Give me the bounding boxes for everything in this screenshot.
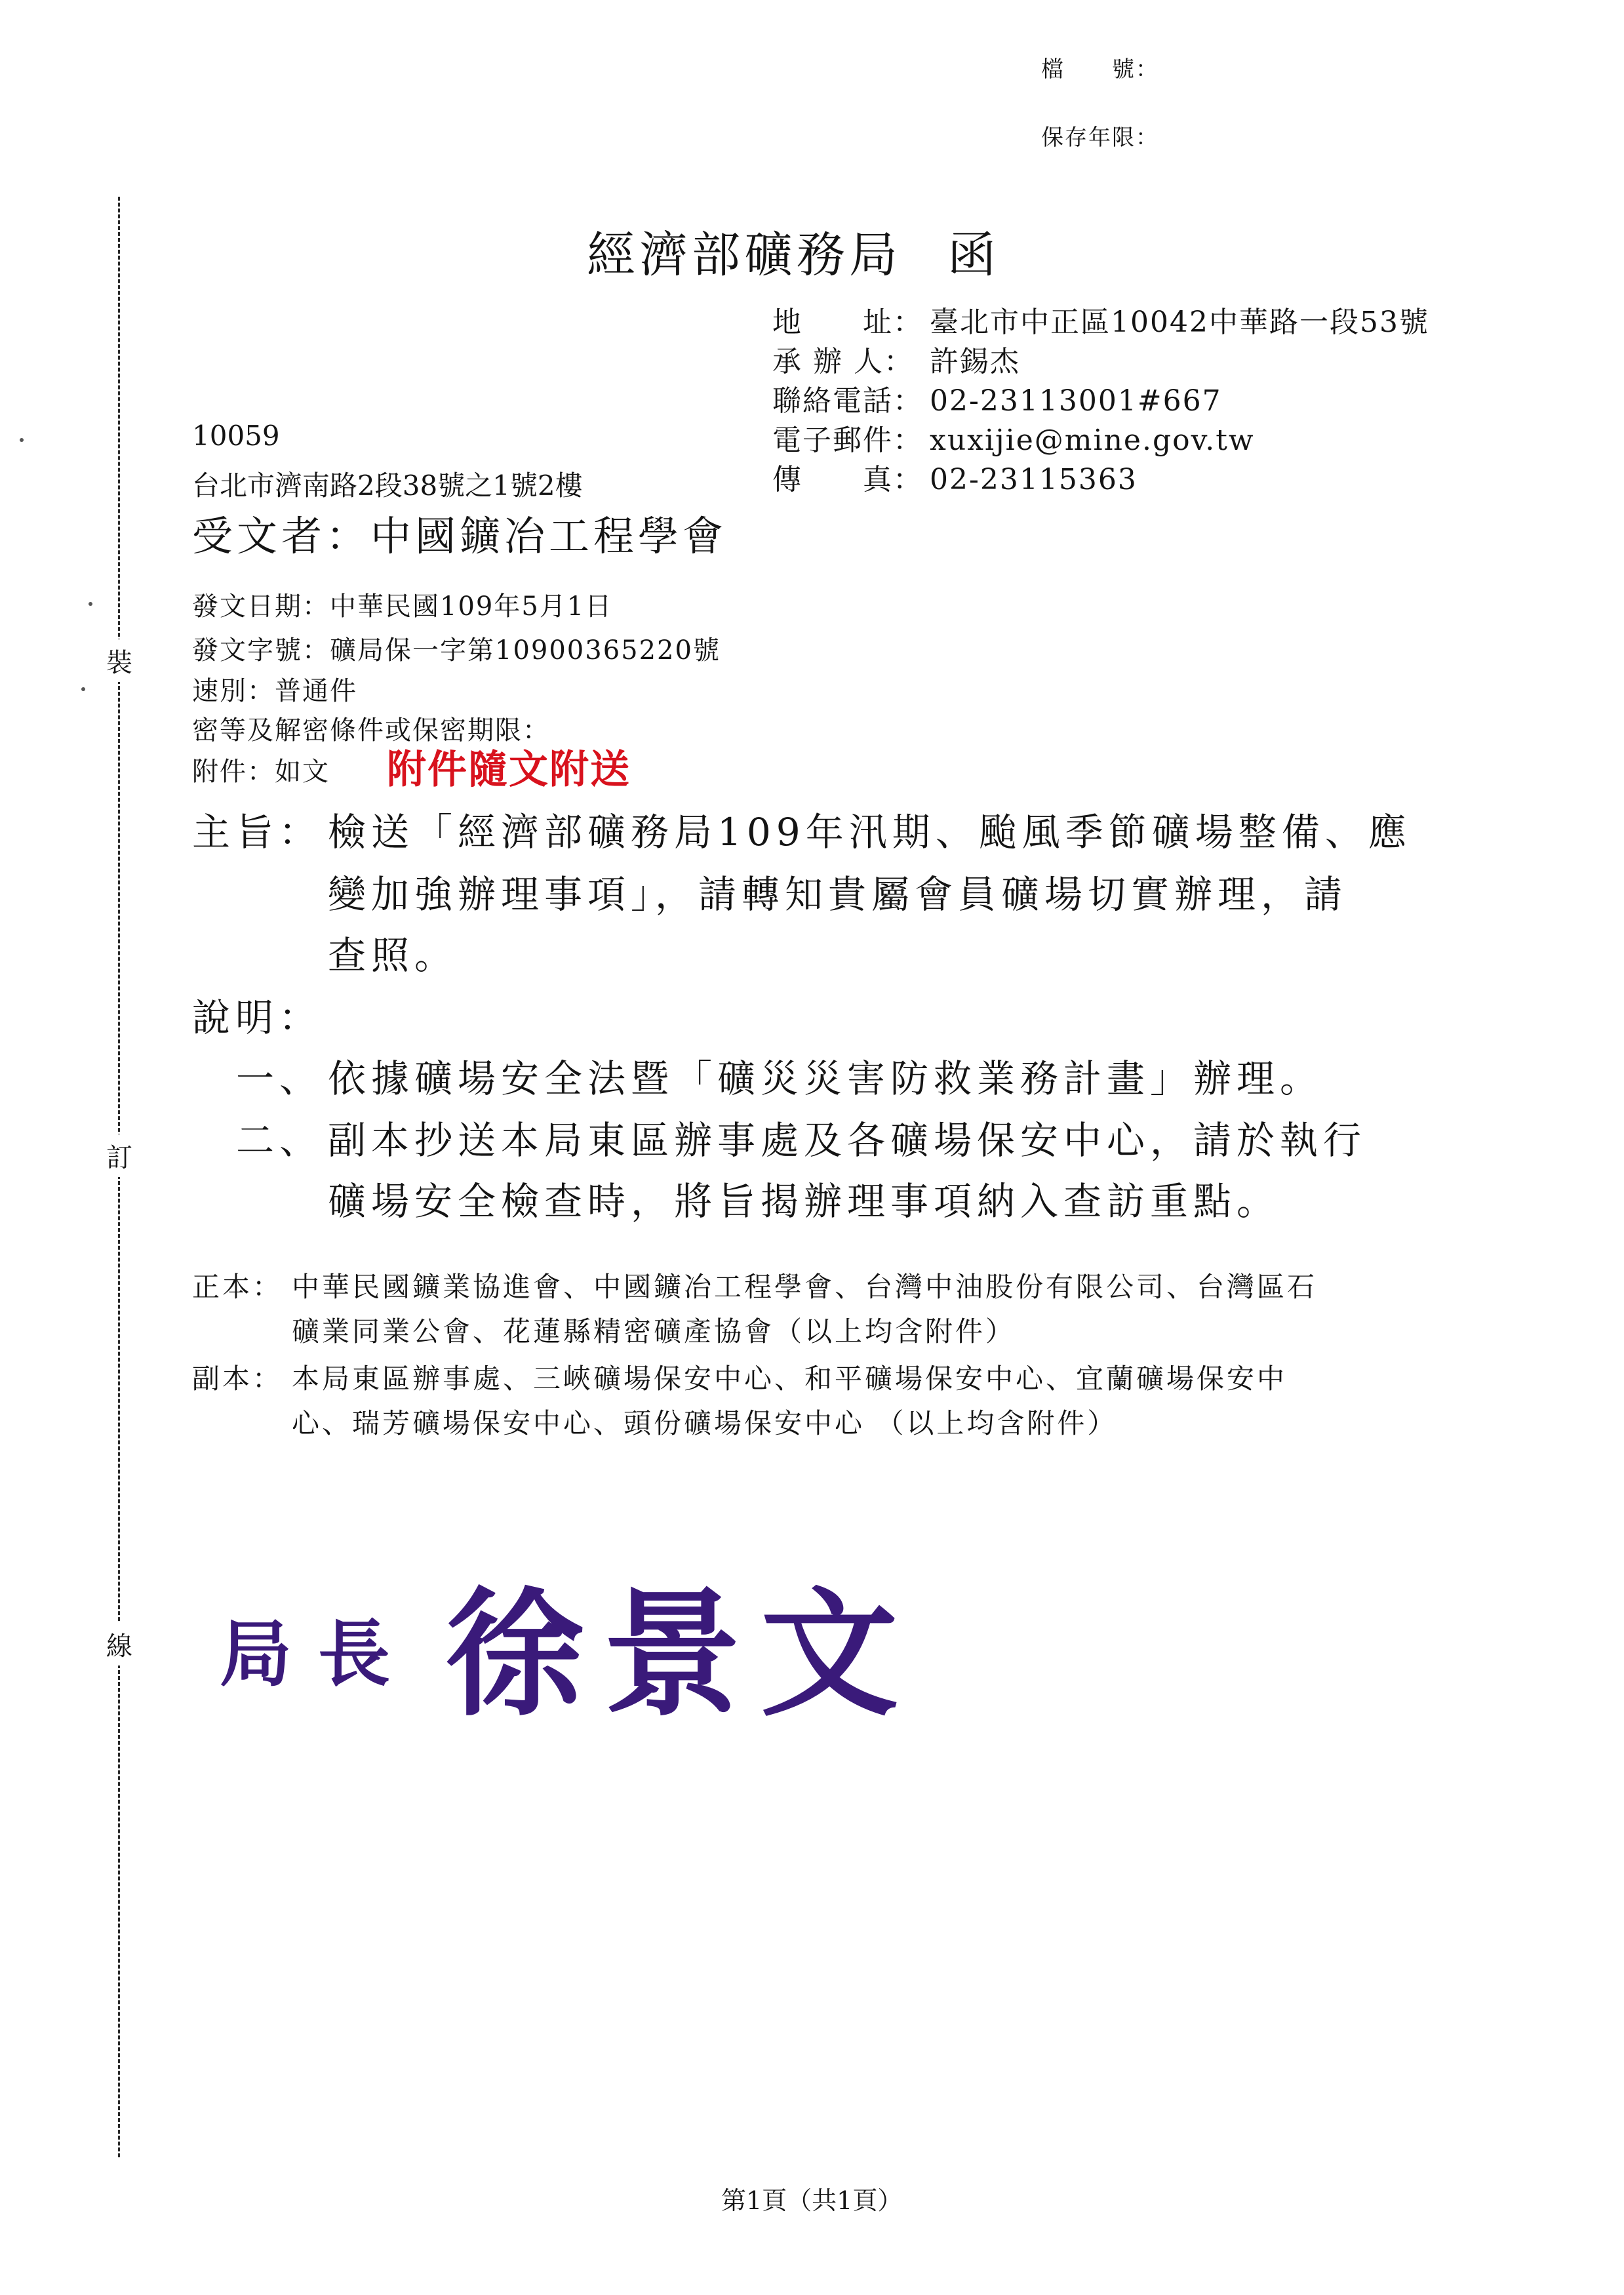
- issue-number-label: 發文字號：: [192, 635, 330, 666]
- contact-address-value: 臺北市中正區10042中華路一段53號: [930, 306, 1429, 339]
- issue-number-value: 礦局保一字第10900365220號: [330, 635, 721, 666]
- issue-number: [192, 629, 721, 667]
- binding-mark-zhuang: 裝: [105, 639, 134, 682]
- attachment-stamp: 附件隨文附送: [387, 747, 631, 793]
- scan-speck: [89, 602, 92, 606]
- explanation-label: 說明：: [192, 995, 323, 1040]
- attachment-label: 附件：: [192, 757, 275, 787]
- contact-email: [772, 416, 1255, 458]
- scan-speck: [81, 687, 85, 691]
- speed-class-label: 速別：: [192, 676, 275, 706]
- main-copy-line: 礦業同業公會、花蓮縣精密礦產協會（以上均含附件）: [292, 1315, 1016, 1347]
- attachment-value: 如文: [275, 757, 330, 787]
- recipient-name: 中國鑛冶工程學會: [370, 512, 728, 560]
- subject-line: 檢送「經濟部礦務局109年汛期、颱風季節礦場整備、應: [328, 810, 1412, 854]
- page-number: 第1頁（共1頁）: [721, 2186, 903, 2215]
- recipient: [192, 504, 727, 562]
- signatory-name: 徐景文: [446, 1573, 919, 1735]
- contact-email-label: 電子郵件：: [772, 424, 923, 457]
- contact-phone-label: 聯絡電話：: [772, 384, 923, 418]
- document-type: 函: [947, 227, 1000, 283]
- retention-label: 保存年限：: [1041, 125, 1159, 151]
- recipient-address: 台北市濟南路2段38號之1號2樓: [192, 469, 583, 502]
- contact-fax: [772, 456, 1138, 498]
- binding-line: [118, 197, 120, 2157]
- explanation-item-text: 副本抄送本局東區辦事處及各礦場保安中心，請於執行: [328, 1118, 1367, 1163]
- binding-mark-ding: 訂: [105, 1134, 134, 1177]
- carbon-copy-line: 心、瑞芳礦場保安中心、頭份礦場保安中心 （以上均含附件）: [292, 1407, 1118, 1439]
- attachment: [192, 751, 330, 788]
- carbon-copy-label: 副本：: [192, 1363, 283, 1395]
- contact-address-label: 地 址：: [772, 306, 923, 339]
- contact-address: [772, 298, 1429, 340]
- speed-class: [192, 670, 357, 708]
- issue-date-value: 中華民國109年5月1日: [330, 591, 613, 622]
- issue-date: [192, 586, 612, 623]
- contact-fax-label: 傳 真：: [772, 463, 923, 496]
- speed-class-value: 普通件: [275, 676, 357, 706]
- recipient-label: 受文者：: [192, 512, 371, 560]
- contact-email-value: xuxijie@mine.gov.tw: [930, 424, 1255, 457]
- recipient-postal-code: 10059: [192, 420, 280, 452]
- main-copy-label: 正本：: [192, 1271, 283, 1303]
- subject-line: 查照。: [328, 933, 458, 978]
- contact-officer-label: 承 辦 人：: [772, 345, 914, 378]
- contact-fax-value: 02-23115363: [930, 463, 1138, 496]
- scan-speck: [20, 438, 24, 442]
- contact-phone-value: 02-23113001#667: [930, 384, 1222, 418]
- secrecy-label: 密等及解密條件或保密期限：: [192, 715, 550, 746]
- explanation-item-number: 二、: [236, 1118, 323, 1163]
- contact-officer: [772, 338, 1020, 380]
- binding-mark-xian: 線: [105, 1623, 134, 1666]
- explanation-item-number: 一、: [236, 1056, 323, 1101]
- agency-name: 經濟部礦務局: [587, 227, 901, 283]
- subject-line: 變加強辦理事項」，請轉知貴屬會員礦場切實辦理，請: [328, 872, 1348, 917]
- explanation-item-text: 礦場安全檢查時，將旨揭辦理事項納入查訪重點。: [328, 1179, 1280, 1224]
- main-copy-line: 中華民國鑛業協進會、中國鑛冶工程學會、台灣中油股份有限公司、台灣區石: [292, 1271, 1318, 1303]
- issue-date-label: 發文日期：: [192, 591, 330, 622]
- document-title: [587, 216, 1000, 286]
- carbon-copy-line: 本局東區辦事處、三峽礦場保安中心、和平礦場保安中心、宜蘭礦場保安中: [292, 1363, 1288, 1395]
- explanation-item-text: 依據礦場安全法暨「礦災災害防救業務計畫」辦理。: [328, 1056, 1324, 1101]
- contact-phone: [772, 377, 1222, 419]
- file-number-label: 檔 號：: [1041, 56, 1159, 83]
- contact-officer-value: 許錫杰: [930, 345, 1020, 378]
- signatory-title: 局長: [220, 1612, 416, 1696]
- subject-label: 主旨：: [192, 810, 323, 854]
